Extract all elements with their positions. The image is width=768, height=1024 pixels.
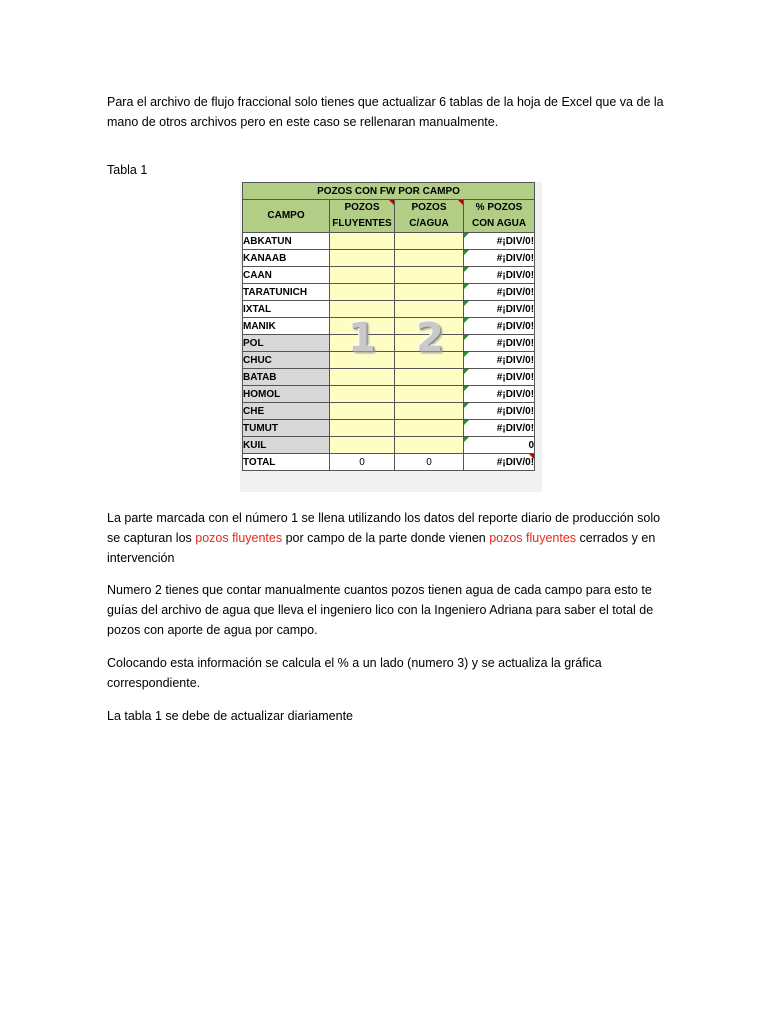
table-row [243,369,535,386]
error-indicator-icon [464,267,469,272]
paragraph-1-part-a: La parte marcada con el número 1 se llena utilizando los datos del reporte diario de producción solo se capturan los [107,511,661,545]
table-row [243,233,535,250]
table-caption: Tabla 1 [107,163,148,177]
error-indicator-icon [464,318,469,323]
header-pozos-agua [395,200,464,233]
fluyentes-cell[interactable] [330,369,395,386]
header-pct-line1: % POZOS [475,202,523,213]
pct-value: #¡DIV/0! [496,337,535,349]
total-pct-value: #¡DIV/0! [496,456,535,468]
pct-cell [464,233,535,250]
paragraph-3: Colocando esta información se calcula el % a un lado (numero 3) y se actualiza la gráfica correspondiente. [107,656,602,690]
pct-cell [464,267,535,284]
pct-value: #¡DIV/0! [496,320,535,332]
agua-cell[interactable] [395,386,464,403]
pct-value: #¡DIV/0! [496,303,535,315]
header-pct-line2: CON AGUA [471,218,527,229]
table-row [243,301,535,318]
pct-cell [464,318,535,335]
comment-indicator-icon [529,454,534,459]
total-pct [464,454,535,471]
fluyentes-cell[interactable] [330,420,395,437]
pct-cell [464,335,535,352]
error-indicator-icon [464,369,469,374]
campo-cell: TARATUNICH [243,284,330,301]
error-indicator-icon [464,403,469,408]
agua-cell[interactable] [395,420,464,437]
campo-cell: TUMUT [243,420,330,437]
table-title: POZOS CON FW POR CAMPO [243,183,535,200]
marker-number-2: 2 [416,315,444,361]
campo-cell: KANAAB [243,250,330,267]
comment-indicator-icon [389,200,394,205]
comment-indicator-icon [458,200,463,205]
table-row [243,318,535,335]
agua-cell[interactable] [395,318,464,335]
table-row [243,250,535,267]
header-pozos-fluyentes [330,200,395,233]
error-indicator-icon [464,352,469,357]
pct-value: #¡DIV/0! [496,269,535,281]
fluyentes-cell[interactable] [330,233,395,250]
table-row [243,284,535,301]
fluyentes-cell[interactable] [330,284,395,301]
pct-value: #¡DIV/0! [496,371,535,383]
campo-cell: IXTAL [243,301,330,318]
paragraph-1-part-b: por campo de la parte donde vienen [282,531,490,545]
paragraph-4: La tabla 1 se debe de actualizar diariamente [107,709,353,723]
fluyentes-cell[interactable] [330,335,395,352]
agua-cell[interactable] [395,301,464,318]
agua-cell[interactable] [395,352,464,369]
error-indicator-icon [464,301,469,306]
pct-value: #¡DIV/0! [496,354,535,366]
fluyentes-cell[interactable] [330,403,395,420]
fluyentes-cell[interactable] [330,301,395,318]
table-row [243,420,535,437]
header-fluyentes-line1: POZOS [344,202,380,213]
agua-cell[interactable] [395,267,464,284]
agua-cell[interactable] [395,335,464,352]
table-row [243,267,535,284]
error-indicator-icon [464,420,469,425]
campo-cell: CAAN [243,267,330,284]
pct-value: #¡DIV/0! [496,286,535,298]
highlight-pozos-fluyentes-1: pozos fluyentes [195,531,283,545]
table-row [243,335,535,352]
agua-cell[interactable] [395,233,464,250]
campo-cell: CHE [243,403,330,420]
pct-value: #¡DIV/0! [496,252,535,264]
pct-cell [464,386,535,403]
fluyentes-cell[interactable] [330,386,395,403]
pct-value: 0 [528,439,535,451]
campo-cell: POL [243,335,330,352]
table-row [243,386,535,403]
pct-cell [464,420,535,437]
campo-cell: KUIL [243,437,330,454]
pct-cell [464,301,535,318]
pct-cell [464,352,535,369]
pct-value: #¡DIV/0! [496,235,535,247]
pct-cell [464,369,535,386]
pozos-table [242,182,535,471]
pct-cell [464,250,535,267]
highlight-pozos-fluyentes-2: pozos fluyentes [489,531,577,545]
error-indicator-icon [464,437,469,442]
header-campo: CAMPO [243,200,330,233]
paragraph-1-part-c: cerrados y en intervención [107,531,656,565]
pct-cell [464,437,535,454]
fluyentes-cell[interactable] [330,267,395,284]
paragraph-1 [107,508,667,568]
campo-cell: BATAB [243,369,330,386]
error-indicator-icon [464,233,469,238]
pct-value: #¡DIV/0! [496,405,535,417]
error-indicator-icon [464,335,469,340]
campo-cell: CHUC [243,352,330,369]
header-fluyentes-line2: FLUYENTES [332,218,392,229]
agua-cell[interactable] [395,250,464,267]
pct-value: #¡DIV/0! [496,422,535,434]
pct-cell [464,403,535,420]
total-label: TOTAL [243,454,330,471]
table-row [243,437,535,454]
paragraph-2: Numero 2 tienes que contar manualmente cuantos pozos tienen agua de cada campo para esto te guías del archivo de agua que lleva el ingeniero lico con la Ingeniero Adriana para saber el total de pozos con aporte de agua por campo. [107,583,654,637]
fluyentes-cell[interactable] [330,352,395,369]
error-indicator-icon [464,250,469,255]
header-pct-agua [464,200,535,233]
header-agua-line1: POZOS [411,202,447,213]
fluyentes-cell[interactable] [330,437,395,454]
marker-number-1: 1 [348,315,376,361]
error-indicator-icon [464,284,469,289]
agua-cell[interactable] [395,284,464,301]
excel-table-image [240,182,542,492]
error-indicator-icon [464,386,469,391]
agua-cell[interactable] [395,437,464,454]
fluyentes-cell[interactable] [330,318,395,335]
table-row [243,352,535,369]
intro-paragraph: Para el archivo de flujo fraccional solo tienes que actualizar 6 tablas de la hoja de Excel que va de la mano de otros archivos pero en este caso se rellenaran manualmente. [107,95,664,129]
campo-cell: ABKATUN [243,233,330,250]
fluyentes-cell[interactable] [330,250,395,267]
agua-cell[interactable] [395,403,464,420]
pct-cell [464,284,535,301]
total-fluyentes: 0 [330,454,395,471]
total-agua: 0 [395,454,464,471]
pct-value: #¡DIV/0! [496,388,535,400]
campo-cell: MANIK [243,318,330,335]
campo-cell: HOMOL [243,386,330,403]
header-agua-line2: C/AGUA [409,218,449,229]
table-row [243,403,535,420]
agua-cell[interactable] [395,369,464,386]
